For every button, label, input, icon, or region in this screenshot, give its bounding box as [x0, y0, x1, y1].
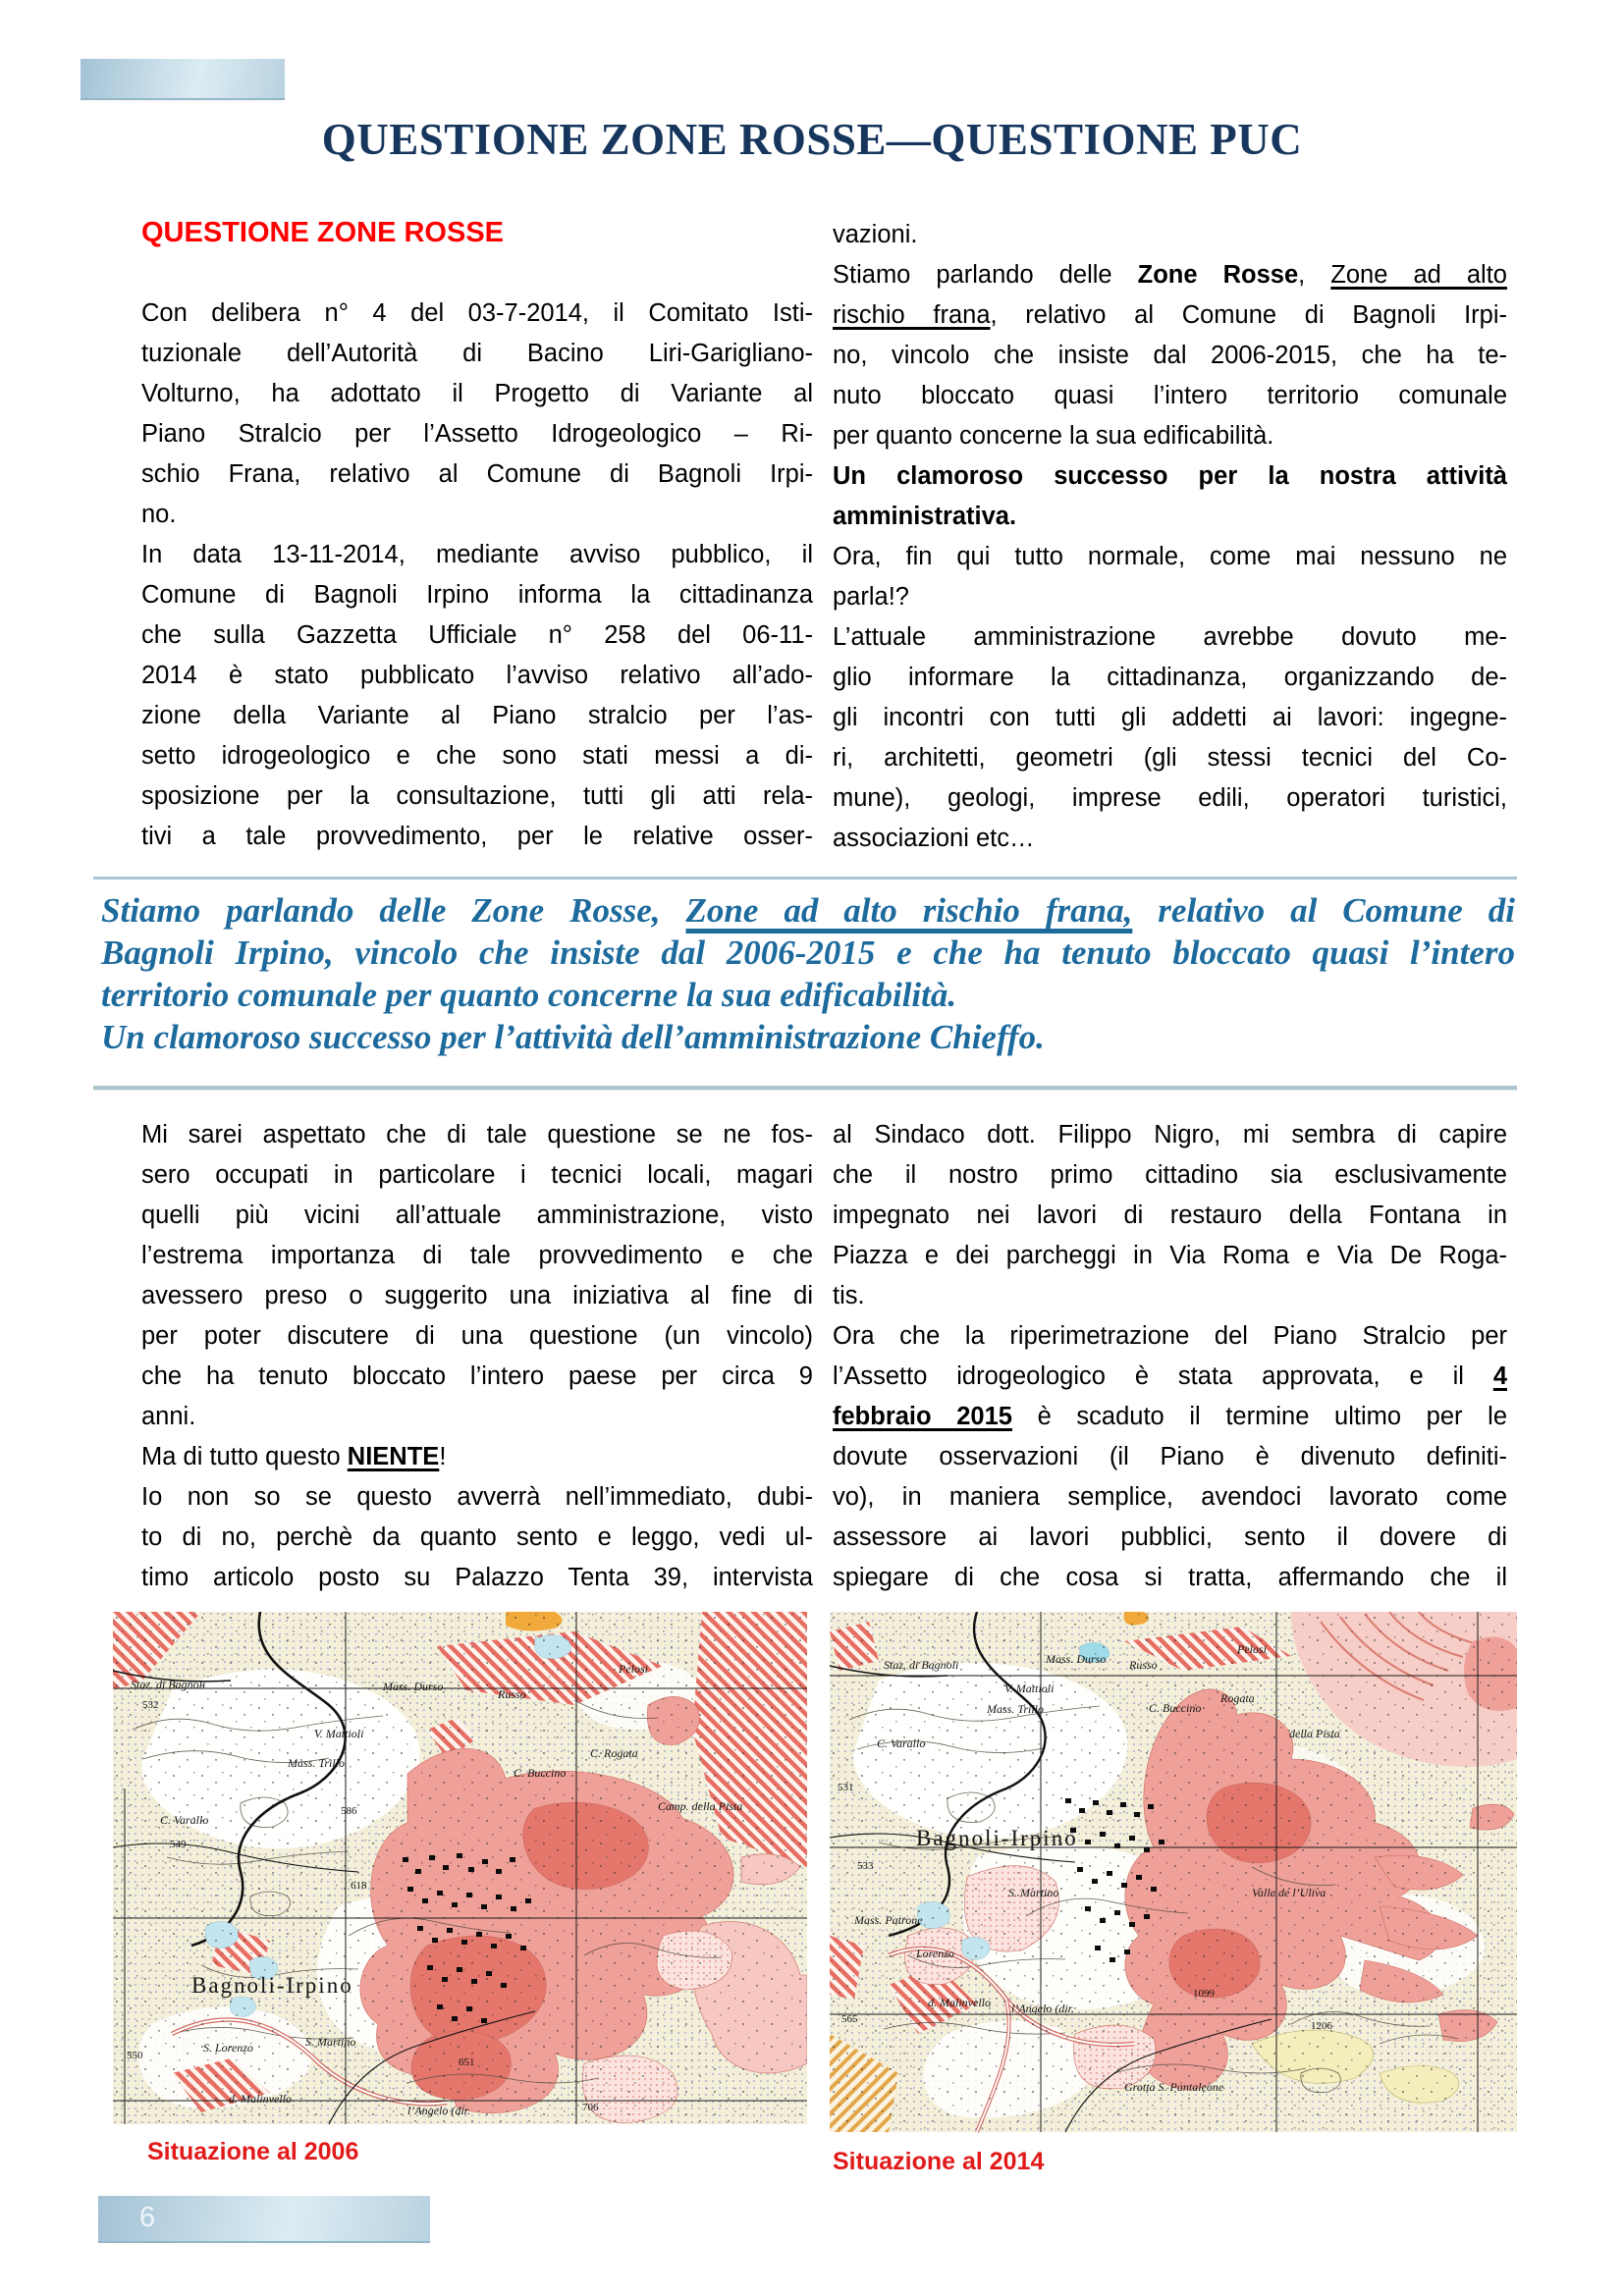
section1-right-text: [833, 215, 1507, 859]
pull-quote-text: [101, 889, 1515, 1058]
text-line: gli incontri con tutti gli addetti ai lavori: ingegne-: [833, 704, 1507, 731]
map-town-label: Bagnoli-Irpino: [916, 1826, 1078, 1850]
map-texture: [830, 1612, 1517, 2132]
map-label: 533: [857, 1860, 874, 1872]
text-line: ri, architetti, geometri (gli stessi tecnici del Co-: [833, 744, 1507, 772]
text-line: che ha tenuto bloccato l’intero paese per circa 9: [141, 1362, 813, 1390]
map-label: Russo: [1129, 1658, 1158, 1672]
text-line: Mi sarei aspettato che di tale questione se ne fos-: [141, 1121, 813, 1148]
top-decorative-bar: [81, 59, 285, 100]
map-2006-image: [113, 1612, 807, 2132]
section1-left-text: [141, 294, 813, 857]
section2-left-text: [141, 1115, 813, 1598]
page-number: 6: [139, 2202, 156, 2233]
map-label: Mass. Trillo: [987, 1702, 1045, 1716]
text-line: vo), in maniera semplice, avendoci lavorato come: [833, 1483, 1507, 1511]
map-label: Grotta S. Pantaleone: [1124, 2080, 1224, 2094]
text-line: associazioni etc…: [833, 825, 1035, 852]
text-line: avessero preso o suggerito una iniziativa al fine di: [141, 1282, 813, 1309]
text-line: Ora che la riperimetrazione del Piano Stralcio per: [833, 1322, 1507, 1350]
map-label: Mass. Durso: [1046, 1652, 1107, 1666]
map-label: 549: [170, 1839, 187, 1850]
section1-left-column: [141, 213, 813, 857]
map-label: 531: [838, 1782, 854, 1793]
text-line: Ma di tutto questo NIENTE!: [141, 1443, 447, 1470]
text-line: glio informare la cittadinanza, organizzando de-: [833, 664, 1507, 691]
map-label: Staz. di Bagnoli: [131, 1678, 206, 1691]
text-line: Con delibera n° 4 del 03-7-2014, il Comitato Isti-: [141, 299, 813, 327]
map-label: Lorenzo: [916, 1947, 954, 1960]
text-line: Ora, fin qui tutto normale, come mai nessuno ne: [833, 543, 1507, 570]
text-line: tivi a tale provvedimento, per le relative osser-: [141, 823, 813, 850]
divider-line-top: [93, 877, 1517, 880]
text-line: che sulla Gazzetta Ufficiale n° 258 del 06-11-: [141, 621, 813, 649]
section2-right-text: [833, 1115, 1507, 1598]
section1-right-column: [833, 215, 1507, 859]
section2-right-column: [833, 1115, 1507, 1598]
map-label: S. Lorenzo: [203, 2041, 253, 2055]
map-2014: [830, 1612, 1517, 2139]
map-label: Russo: [498, 1687, 526, 1701]
text-line: per quanto concerne la sua edificabilità.: [833, 422, 1274, 450]
text-line: tuzionale dell’Autorità di Bacino Liri-Garigliano-: [141, 340, 813, 367]
text-line: 2014 è stato pubblicato l’avviso relativo all’ado-: [141, 662, 813, 689]
map-2014-image: [830, 1612, 1517, 2134]
page-title: QUESTIONE ZONE ROSSE—QUESTIONE PUC: [321, 115, 1303, 164]
map-label: l’Angelo (dir.: [1011, 2002, 1074, 2015]
text-line: vazioni.: [833, 221, 918, 248]
map-label: l’Angelo (dir.: [407, 2104, 470, 2117]
section2-left-column: [141, 1115, 813, 1598]
map-label: 532: [142, 1699, 159, 1711]
text-line: sposizione per la consultazione, tutti gli atti rela-: [141, 782, 813, 810]
text-line: timo articolo posto su Palazzo Tenta 39, intervista: [141, 1564, 813, 1591]
pull-quote: [101, 889, 1515, 1058]
map-town-label: Bagnoli-Irpino: [191, 1973, 353, 1998]
map-2006: [113, 1612, 807, 2137]
text-line: territorio comunale per quanto concerne la sua edificabilità.: [101, 976, 957, 1014]
map-label: C. Varallo: [160, 1813, 209, 1827]
text-line: che il nostro primo cittadino sia esclusivamente: [833, 1161, 1507, 1189]
text-line: Volturno, ha adottato il Progetto di Variante al: [141, 380, 813, 407]
text-line: Piazza e dei parcheggi in Via Roma e Via De Roga-: [833, 1242, 1507, 1269]
map-label: 550: [127, 2050, 143, 2061]
text-line: zione della Variante al Piano stralcio per l’as-: [141, 702, 813, 729]
section-heading: QUESTIONE ZONE ROSSE: [141, 217, 504, 248]
map-label: Rogata: [1220, 1691, 1255, 1705]
map-label: d. Malinvello: [928, 1996, 991, 2009]
map-label: Staz. di Bagnoli: [884, 1658, 959, 1672]
map-label: 651: [459, 2056, 475, 2068]
map-label: 565: [841, 2013, 858, 2025]
map-label: d. Malinvello: [229, 2092, 292, 2106]
map-label: Mass. Trillo: [288, 1756, 346, 1770]
text-line: Stiamo parlando delle Zone Rosse, Zone ad alto: [833, 261, 1507, 289]
text-line: to di no, perchè da quanto sento e leggo, vedi ul-: [141, 1523, 813, 1551]
text-line: rischio frana, relativo al Comune di Bagnoli Irpi-: [833, 301, 1507, 329]
map-label: C. Varallo: [877, 1736, 926, 1750]
text-line: L’attuale amministrazione avrebbe dovuto me-: [833, 623, 1507, 651]
map-label: S. Martino: [1008, 1886, 1059, 1899]
text-line: sero occupati in particolare i tecnici locali, magari: [141, 1161, 813, 1189]
text-line: per poter discutere di una questione (un vincolo): [141, 1322, 813, 1350]
text-line: Bagnoli Irpino, vincolo che insiste dal 2006-2015 e che ha tenuto bloccato quasi l’intero: [101, 934, 1515, 972]
map-label: Valle de l’Uliva: [1252, 1886, 1326, 1899]
text-line: no, vincolo che insiste dal 2006-2015, che ha te-: [833, 342, 1507, 369]
map-label: V. Mattioli: [314, 1727, 364, 1740]
text-line: Piano Stralcio per l’Assetto Idrogeologico – Ri-: [141, 420, 813, 448]
map-label: S. Martino: [305, 2035, 356, 2049]
text-line: impegnato nei lavori di restauro della Fontana in: [833, 1201, 1507, 1229]
spacer: [141, 253, 813, 294]
map-label: 586: [341, 1805, 357, 1817]
text-line: no.: [141, 501, 177, 528]
map-label: Mass. Durso: [383, 1680, 444, 1693]
text-line: quelli più vicini all’attuale amministrazione, visto: [141, 1201, 813, 1229]
text-line: nuto bloccato quasi l’intero territorio comunale: [833, 382, 1507, 409]
text-line: Stiamo parlando delle Zone Rosse, Zone ad alto rischio frana, relativo al Comune di: [101, 891, 1515, 930]
text-line: In data 13-11-2014, mediante avviso pubblico, il: [141, 541, 813, 568]
map-label: Mass. Patrone: [854, 1913, 923, 1927]
map-label: V. Mattioli: [1004, 1682, 1055, 1695]
map-label: Camp. della Pista: [658, 1799, 743, 1813]
text-line: setto idrogeologico e che sono stati messi a di-: [141, 742, 813, 770]
map-label: 618: [351, 1880, 367, 1892]
map-label: C. Rogata: [590, 1746, 638, 1760]
divider-line-bottom: [93, 1086, 1517, 1091]
text-line: al Sindaco dott. Filippo Nigro, mi sembra di capire: [833, 1121, 1507, 1148]
map-label: C. Buccino: [514, 1766, 567, 1780]
map-label: 1099: [1193, 1988, 1215, 2000]
text-line: parla!?: [833, 583, 909, 611]
caption-2006: Situazione al 2006: [147, 2138, 359, 2165]
text-line: dovute osservazioni (il Piano è divenuto definiti-: [833, 1443, 1507, 1470]
text-line: febbraio 2015 è scaduto il termine ultimo per le: [833, 1403, 1508, 1430]
text-line: Un clamoroso successo per l’attività dell’amministrazione Chieffo.: [101, 1018, 1045, 1056]
text-line: assessore ai lavori pubblici, sento il dovere di: [833, 1523, 1507, 1551]
bottom-decorative-bar: [98, 2196, 430, 2243]
map-label: C. Buccino: [1149, 1701, 1202, 1715]
text-line: schio Frana, relativo al Comune di Bagnoli Irpi-: [141, 460, 813, 488]
text-line: Un clamoroso successo per la nostra attività: [833, 462, 1507, 490]
text-line: anni.: [141, 1403, 196, 1430]
text-line: l’estrema importanza di tale provvedimento e che: [141, 1242, 813, 1269]
text-line: mune), geologi, imprese edili, operatori turistici,: [833, 784, 1507, 812]
text-line: l’Assetto idrogeologico è stata approvata, e il 4: [833, 1362, 1507, 1390]
text-line: Comune di Bagnoli Irpino informa la cittadinanza: [141, 581, 813, 609]
text-line: tis.: [833, 1282, 865, 1309]
caption-2014: Situazione al 2014: [833, 2148, 1045, 2175]
map-label: 1206: [1311, 2020, 1332, 2032]
text-line: Io non so se questo avverrà nell’immediato, dubi-: [141, 1483, 813, 1511]
text-line: spiegare di che cosa si tratta, affermando che il: [833, 1564, 1507, 1591]
map-label: Pelosi: [619, 1662, 648, 1676]
text-line: amministrativa.: [833, 503, 1017, 530]
map-label: della Pista: [1289, 1727, 1340, 1740]
map-label: 706: [582, 2102, 599, 2113]
map-label: Pelosi: [1237, 1642, 1267, 1656]
